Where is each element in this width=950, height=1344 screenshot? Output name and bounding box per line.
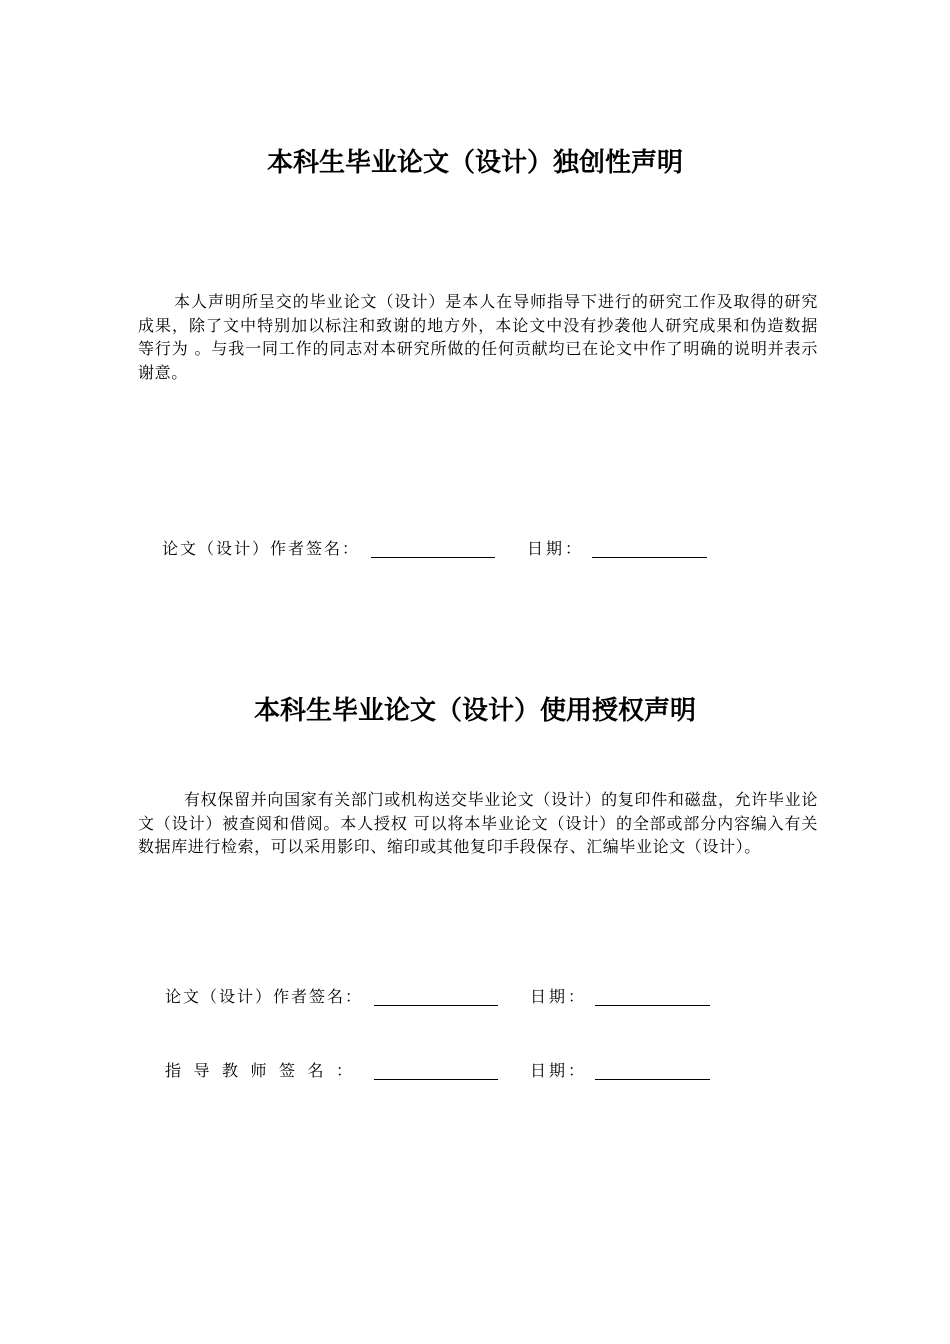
author-signature-label: 论文（设计）作者签名： [165, 987, 364, 1006]
date-label: 日期： [527, 539, 585, 558]
usage-authorization-title: 本科生毕业论文（设计）使用授权声明 [253, 696, 696, 726]
usage-authorization-text: 有权保留并向国家有关部门或机构送交毕业论文（设计）的复印件和磁盘，允许毕业论文（设计）被查阅和借阅。本人授权 可以将本毕业论文（设计）的全部或部分内容编入有关数据库进行检索，可以采用影印、缩印或其他复印手段保存、汇编毕业论文（设计）。 [138, 790, 818, 856]
advisor-signature-line[interactable] [374, 1079, 498, 1080]
author-signature-line[interactable] [374, 1005, 498, 1006]
originality-declaration-title: 本科生毕业论文（设计）独创性声明 [266, 148, 683, 178]
date-line[interactable] [592, 557, 707, 558]
originality-declaration-text: 本人声明所呈交的毕业论文（设计）是本人在导师指导下进行的研究工作及取得的研究成果，除了文中特别加以标注和致谢的地方外，本论文中没有抄袭他人研究成果和伪造数据等行为 。与我一同工作的同志对本研究所做的任何贡献均已在论文中作了明确的说明并表示谢意。 [138, 292, 818, 382]
advisor-signature-row [165, 1060, 725, 1082]
date-label: 日期： [530, 1061, 588, 1080]
date-line[interactable] [595, 1005, 710, 1006]
author-signature-row [165, 986, 725, 1008]
author-signature-row [162, 538, 722, 560]
advisor-signature-label: 指导教师签名： [165, 1061, 365, 1080]
date-label: 日期： [530, 987, 588, 1006]
author-signature-label: 论文（设计）作者签名： [162, 539, 361, 558]
date-line[interactable] [595, 1079, 710, 1080]
author-signature-line[interactable] [371, 557, 495, 558]
